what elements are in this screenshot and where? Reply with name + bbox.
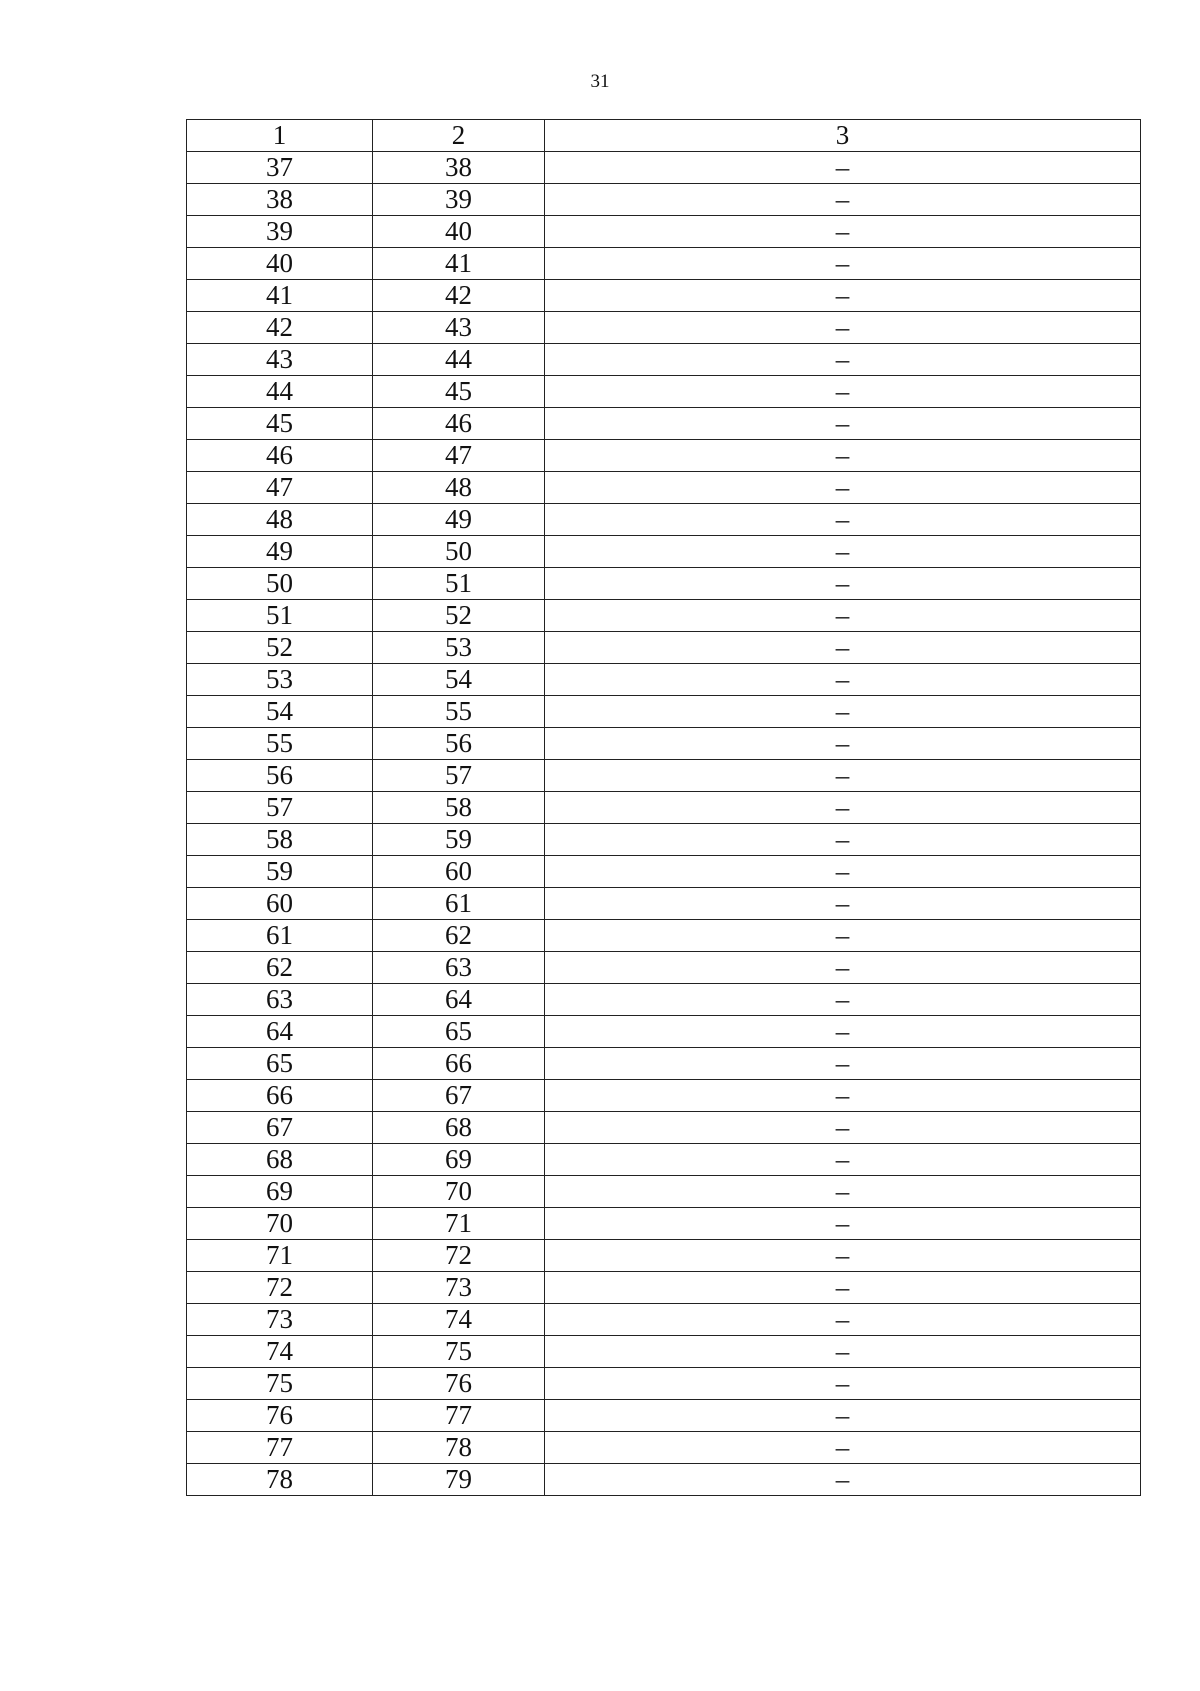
table-cell-col-1: 68 (187, 1144, 373, 1176)
table-row (187, 312, 1141, 344)
table-row (187, 888, 1141, 920)
table-cell-col-2: 66 (373, 1048, 545, 1080)
table-cell-col-2: 72 (373, 1240, 545, 1272)
table-cell-col-1: 48 (187, 504, 373, 536)
table-row (187, 1272, 1141, 1304)
table-cell-col-3: – (545, 632, 1141, 664)
table-cell-col-2: 40 (373, 216, 545, 248)
table-row (187, 536, 1141, 568)
table-cell-col-3: – (545, 600, 1141, 632)
table-row (187, 760, 1141, 792)
table-cell-col-3: – (545, 1144, 1141, 1176)
table-cell-col-1: 55 (187, 728, 373, 760)
table-row (187, 696, 1141, 728)
table-cell-col-1: 53 (187, 664, 373, 696)
table-cell-col-2: 69 (373, 1144, 545, 1176)
table-row (187, 216, 1141, 248)
table-cell-col-3: – (545, 1080, 1141, 1112)
table-row (187, 1208, 1141, 1240)
table-row (187, 1464, 1141, 1496)
table-row (187, 152, 1141, 184)
table-cell-col-2: 56 (373, 728, 545, 760)
table-cell-col-1: 56 (187, 760, 373, 792)
table-cell-col-3: – (545, 504, 1141, 536)
table-row (187, 376, 1141, 408)
table-row (187, 504, 1141, 536)
table-cell-col-1: 39 (187, 216, 373, 248)
header-cell-3: 3 (545, 120, 1141, 152)
table-cell-col-1: 75 (187, 1368, 373, 1400)
table-row (187, 920, 1141, 952)
table-cell-col-2: 60 (373, 856, 545, 888)
table-cell-col-1: 60 (187, 888, 373, 920)
table-cell-col-1: 78 (187, 1464, 373, 1496)
table-cell-col-1: 44 (187, 376, 373, 408)
table-cell-col-2: 68 (373, 1112, 545, 1144)
table-cell-col-2: 59 (373, 824, 545, 856)
table-cell-col-2: 55 (373, 696, 545, 728)
table-cell-col-3: – (545, 472, 1141, 504)
table-cell-col-2: 70 (373, 1176, 545, 1208)
table-cell-col-2: 79 (373, 1464, 545, 1496)
table-cell-col-1: 74 (187, 1336, 373, 1368)
table-cell-col-1: 46 (187, 440, 373, 472)
table-cell-col-1: 66 (187, 1080, 373, 1112)
table-cell-col-3: – (545, 952, 1141, 984)
table-body (187, 120, 1141, 1496)
table-cell-col-1: 71 (187, 1240, 373, 1272)
table-cell-col-1: 59 (187, 856, 373, 888)
table-cell-col-2: 61 (373, 888, 545, 920)
table-row (187, 440, 1141, 472)
table-row (187, 1176, 1141, 1208)
table-cell-col-3: – (545, 1016, 1141, 1048)
table-row (187, 792, 1141, 824)
table-cell-col-2: 52 (373, 600, 545, 632)
table-cell-col-3: – (545, 1400, 1141, 1432)
table-cell-col-3: – (545, 1464, 1141, 1496)
table-cell-col-1: 37 (187, 152, 373, 184)
table-cell-col-1: 62 (187, 952, 373, 984)
table-cell-col-1: 49 (187, 536, 373, 568)
table-cell-col-2: 48 (373, 472, 545, 504)
table-cell-col-2: 65 (373, 1016, 545, 1048)
table-cell-col-3: – (545, 696, 1141, 728)
table-row (187, 1112, 1141, 1144)
table-row (187, 184, 1141, 216)
page-number: 31 (590, 71, 610, 92)
table-cell-col-3: – (545, 1112, 1141, 1144)
table-cell-col-3: – (545, 248, 1141, 280)
table-cell-col-3: – (545, 312, 1141, 344)
table-cell-col-3: – (545, 1368, 1141, 1400)
table-cell-col-3: – (545, 664, 1141, 696)
table-cell-col-1: 54 (187, 696, 373, 728)
table-cell-col-2: 46 (373, 408, 545, 440)
table-cell-col-2: 41 (373, 248, 545, 280)
table-row (187, 344, 1141, 376)
table-row (187, 1432, 1141, 1464)
table-cell-col-2: 75 (373, 1336, 545, 1368)
table-cell-col-3: – (545, 568, 1141, 600)
table-cell-col-1: 47 (187, 472, 373, 504)
table-cell-col-1: 64 (187, 1016, 373, 1048)
table-cell-col-2: 78 (373, 1432, 545, 1464)
table-cell-col-3: – (545, 728, 1141, 760)
table-cell-col-1: 69 (187, 1176, 373, 1208)
table-row (187, 824, 1141, 856)
table-cell-col-2: 71 (373, 1208, 545, 1240)
table-cell-col-2: 45 (373, 376, 545, 408)
table-cell-col-3: – (545, 1304, 1141, 1336)
table-cell-col-3: – (545, 888, 1141, 920)
table-cell-col-2: 39 (373, 184, 545, 216)
table-cell-col-3: – (545, 1336, 1141, 1368)
table-cell-col-1: 40 (187, 248, 373, 280)
table-cell-col-3: – (545, 920, 1141, 952)
table-row (187, 600, 1141, 632)
table-row (187, 1016, 1141, 1048)
table-cell-col-2: 63 (373, 952, 545, 984)
table-cell-col-2: 67 (373, 1080, 545, 1112)
table-cell-col-1: 50 (187, 568, 373, 600)
table-cell-col-3: – (545, 984, 1141, 1016)
table-cell-col-1: 51 (187, 600, 373, 632)
table-row (187, 1080, 1141, 1112)
table-cell-col-1: 57 (187, 792, 373, 824)
data-table (186, 119, 1141, 1496)
table-row (187, 1304, 1141, 1336)
table-row (187, 280, 1141, 312)
header-cell-2: 2 (373, 120, 545, 152)
table-cell-col-3: – (545, 1240, 1141, 1272)
table-row (187, 568, 1141, 600)
table-cell-col-3: – (545, 408, 1141, 440)
table-cell-col-1: 41 (187, 280, 373, 312)
table-cell-col-2: 47 (373, 440, 545, 472)
table-cell-col-3: – (545, 1048, 1141, 1080)
table-cell-col-3: – (545, 792, 1141, 824)
table-cell-col-2: 62 (373, 920, 545, 952)
table-cell-col-1: 58 (187, 824, 373, 856)
table-cell-col-1: 77 (187, 1432, 373, 1464)
table-cell-col-1: 61 (187, 920, 373, 952)
table-cell-col-2: 42 (373, 280, 545, 312)
table-cell-col-1: 67 (187, 1112, 373, 1144)
table-cell-col-1: 52 (187, 632, 373, 664)
table-row (187, 952, 1141, 984)
table-cell-col-3: – (545, 1176, 1141, 1208)
table-cell-col-3: – (545, 440, 1141, 472)
table-cell-col-3: – (545, 376, 1141, 408)
table-cell-col-3: – (545, 536, 1141, 568)
table-cell-col-1: 70 (187, 1208, 373, 1240)
table-cell-col-3: – (545, 1208, 1141, 1240)
table-cell-col-2: 57 (373, 760, 545, 792)
table-cell-col-3: – (545, 1272, 1141, 1304)
table-cell-col-3: – (545, 216, 1141, 248)
table-row (187, 1368, 1141, 1400)
table-row (187, 728, 1141, 760)
table-row (187, 1240, 1141, 1272)
table-cell-col-2: 50 (373, 536, 545, 568)
table-cell-col-1: 76 (187, 1400, 373, 1432)
table-row (187, 984, 1141, 1016)
table-row (187, 472, 1141, 504)
table-cell-col-1: 72 (187, 1272, 373, 1304)
table-row (187, 1144, 1141, 1176)
table-cell-col-1: 63 (187, 984, 373, 1016)
table-cell-col-3: – (545, 1432, 1141, 1464)
table-cell-col-1: 38 (187, 184, 373, 216)
table-cell-col-2: 76 (373, 1368, 545, 1400)
table-cell-col-3: – (545, 280, 1141, 312)
table-row (187, 664, 1141, 696)
table-row (187, 1336, 1141, 1368)
table-cell-col-2: 77 (373, 1400, 545, 1432)
table-cell-col-1: 73 (187, 1304, 373, 1336)
table-row (187, 408, 1141, 440)
table-cell-col-1: 43 (187, 344, 373, 376)
table-cell-col-2: 44 (373, 344, 545, 376)
table-cell-col-3: – (545, 760, 1141, 792)
table-cell-col-3: – (545, 152, 1141, 184)
table-header-row (187, 120, 1141, 152)
table-cell-col-2: 74 (373, 1304, 545, 1336)
table-cell-col-2: 58 (373, 792, 545, 824)
table-row (187, 632, 1141, 664)
table-cell-col-2: 54 (373, 664, 545, 696)
table-cell-col-2: 49 (373, 504, 545, 536)
table-cell-col-1: 45 (187, 408, 373, 440)
table-cell-col-3: – (545, 824, 1141, 856)
table-cell-col-3: – (545, 184, 1141, 216)
table-cell-col-3: – (545, 856, 1141, 888)
table-cell-col-2: 64 (373, 984, 545, 1016)
table-cell-col-3: – (545, 344, 1141, 376)
table-cell-col-2: 53 (373, 632, 545, 664)
table-row (187, 1400, 1141, 1432)
table-cell-col-2: 51 (373, 568, 545, 600)
table-cell-col-1: 42 (187, 312, 373, 344)
table-cell-col-2: 73 (373, 1272, 545, 1304)
table-cell-col-2: 38 (373, 152, 545, 184)
table-row (187, 1048, 1141, 1080)
table-cell-col-1: 65 (187, 1048, 373, 1080)
table-row (187, 248, 1141, 280)
table-cell-col-2: 43 (373, 312, 545, 344)
header-cell-1: 1 (187, 120, 373, 152)
table-row (187, 856, 1141, 888)
